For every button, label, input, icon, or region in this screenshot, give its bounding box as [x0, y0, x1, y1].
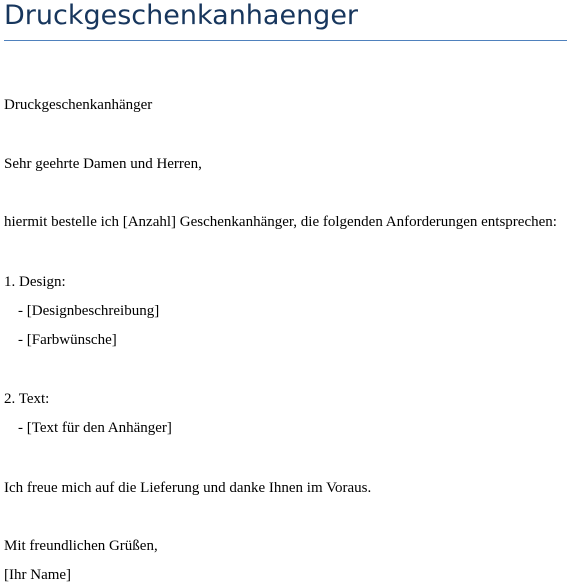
title-divider	[4, 40, 567, 41]
section-text-heading: 2. Text:	[4, 391, 50, 407]
intro-paragraph: hiermit bestelle ich [Anzahl] Geschenkanhänger, die folgenden Anforderungen entsprechen:	[4, 214, 557, 230]
closing-greeting: Mit freundlichen Grüßen,	[4, 538, 158, 554]
signature-placeholder: [Ihr Name]	[4, 567, 72, 583]
design-item: - [Designbeschreibung]	[18, 303, 160, 319]
section-design-heading: 1. Design:	[4, 274, 66, 290]
closing-sentence: Ich freue mich auf die Lieferung und danke Ihnen im Voraus.	[4, 480, 372, 496]
design-item: - [Farbwünsche]	[18, 332, 117, 348]
document-title: Druckgeschenkanhaenger	[4, 0, 359, 31]
salutation: Sehr geehrte Damen und Herren,	[4, 156, 202, 172]
subject-line: Druckgeschenkanhänger	[4, 97, 153, 113]
text-item: - [Text für den Anhänger]	[18, 420, 172, 436]
